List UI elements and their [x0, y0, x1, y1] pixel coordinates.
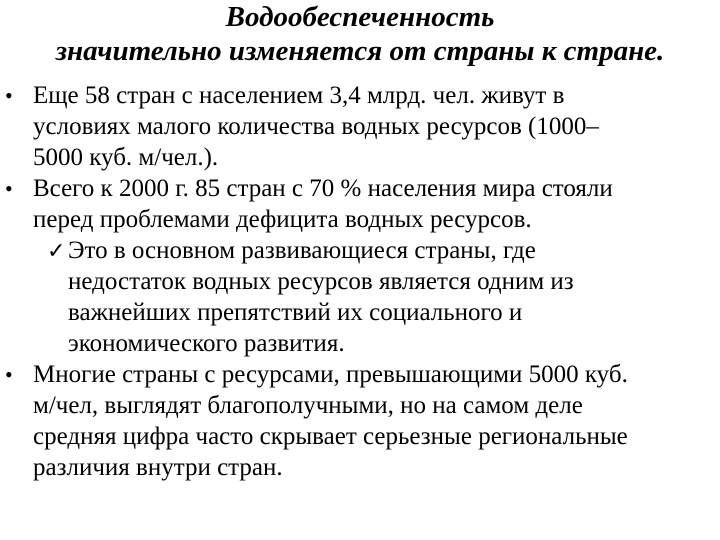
bullet-line: Многие страны с ресурсами, превышающими 5000 куб. [33, 361, 628, 388]
bullet-item-2 [0, 173, 720, 235]
bullet-item-1 [0, 80, 720, 173]
slide-body [0, 80, 720, 483]
sub-point [0, 235, 720, 359]
title-line-1: Водообеспеченность [225, 1, 495, 33]
bullet-dot-icon: • [5, 176, 13, 201]
bullet-text-3 [33, 359, 714, 483]
bullet-line: условиях малого количества водных ресурсов (1000– [33, 113, 599, 140]
bullet-dot-icon: • [5, 362, 13, 387]
bullet-line: средняя цифра часто скрывает серьезные региональные [33, 423, 628, 450]
bullet-text-2 [33, 173, 714, 235]
sub-point-line: важнейших препятствий их социального и [68, 299, 523, 326]
bullet-line: м/чел, выглядят благополучными, но на самом деле [33, 392, 583, 419]
slide-title [0, 0, 720, 68]
bullet-line: 5000 куб. м/чел.). [33, 144, 219, 171]
bullet-text-1 [33, 80, 714, 173]
sub-point-line: Это в основном развивающиеся страны, где [68, 237, 536, 264]
checkmark-icon: ✓ [47, 238, 66, 263]
bullet-item-3 [0, 359, 720, 483]
bullet-line: различия внутри стран. [33, 454, 283, 481]
sub-point-text [68, 235, 720, 359]
bullet-line: Еще 58 стран с населением 3,4 млрд. чел. живут в [33, 82, 565, 109]
bullet-line: Всего к 2000 г. 85 стран с 70 % населения мира стояли [33, 175, 613, 202]
title-line-2: значительно изменяется от страны к стране. [55, 35, 665, 67]
sub-point-line: экономического развития. [68, 330, 345, 357]
bullet-line: перед проблемами дефицита водных ресурсов. [33, 206, 532, 233]
bullet-dot-icon: • [5, 83, 13, 108]
sub-point-line: недостаток водных ресурсов является одним из [68, 268, 574, 295]
